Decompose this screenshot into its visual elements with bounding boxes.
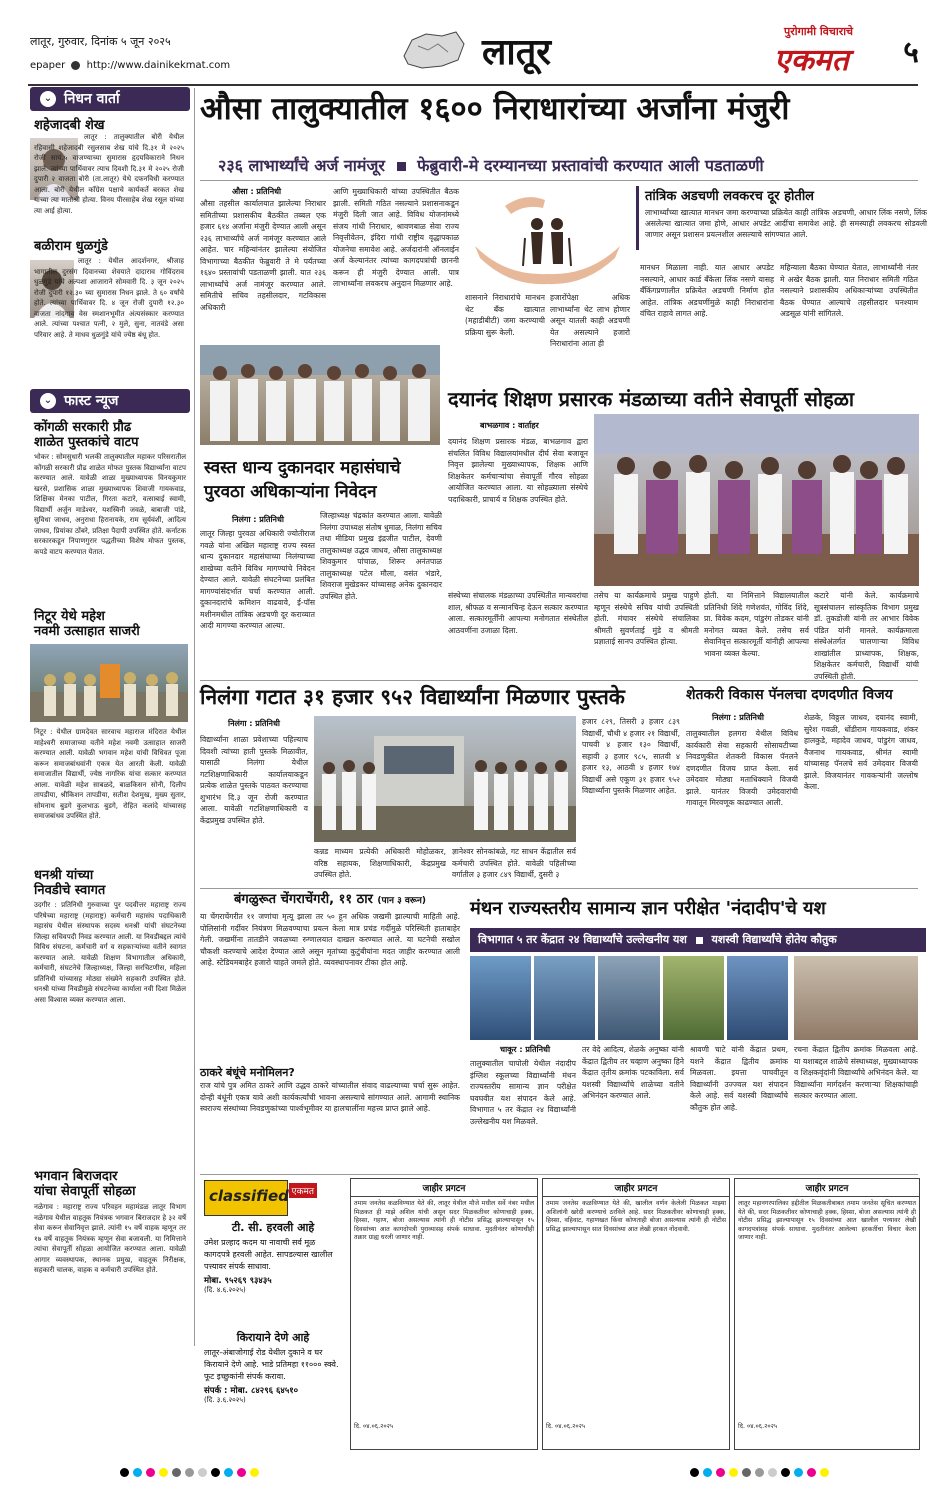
manthan-strip bbox=[470, 928, 926, 952]
shetkari-headline: शेतकरी विकास पॅनलचा दणदणीत विजय bbox=[686, 687, 893, 703]
lead-headline: औसा तालुक्यातील १६०० निराधारांच्या अर्जांना मंजुरी bbox=[200, 91, 790, 127]
student-photo bbox=[534, 956, 595, 1040]
fast2-text: निटूर : येथील ग्रामदेवत सारवाच महाराज मंदिरात येथील माहेश्वरी समाजाच्या वतीने महेश नवमी उत्साहात साजरी करण्यात आली. यावेळी भगवान महेश यांची विधिवत पूजा करून समाजबांधवांनी एकत्र येत आरती केली. यावेळी समाजातील विद्यार्थी, ज्येष्ठ नागरिक यांचा सत्कार करण्यात आला. यावेळी महेश साबळदे, बाळकिसन सोनी, दिलीप तापडीया, श्रीकिशन तापडीया, सतीश देशमुख, मुख्य सुतार, सोमनाथ बुडगे कुलभाऊ बुडगे, रोहित कलांदे यांच्यासह समाजबांधव उपस्थित होते. bbox=[34, 728, 186, 820]
chevron-down-icon: ⌄ bbox=[40, 91, 56, 107]
shetkari-byline: निलंगा : प्रतिनिधी bbox=[712, 713, 764, 722]
dayanand-headline: दयानंद शिक्षण प्रसारक मंडळाच्या वतीने सेवापूर्ती सोहळा bbox=[448, 387, 855, 411]
dhanya-col1: लातूर जिल्हा पुरवठा अधिकारी ज्योतीराज गवळे यांना अखिल महाराष्ट्र राज्य स्वस्त धान्य दुकानदार महासंघाच्या निलंग्याच्या शाखेच्या वतीने विविध मागण्यांचे निवेदन देण्यात आले. यावेळी संघटनेच्या प्रलंबित मागण्यांसंदर्भात चर्चा करण्यात आली. दुकानदारांचे कमिशन वाढवावे, ई-पॉस मशीनमधील तांत्रिक अडचणी दूर कराव्यात आदी मागण्या करण्यात आल्या. bbox=[200, 529, 315, 630]
student-photo bbox=[470, 956, 531, 1040]
fast-news-header-label: फास्ट न्यूज bbox=[64, 393, 119, 409]
brand-block bbox=[770, 24, 888, 76]
notice-3-text: लातूर महानगरपालिका हद्दीतील मिळकतीबाबत तमाम जनतेस सूचित करण्यात येते की, सदर मिळकतीवर कोणाचाही हक्क, हिस्सा, बोजा असल्यास त्यांनी ही नोटीस प्रसिद्ध झाल्यापासून १५ दिवसांच्या आत खालील पत्त्यावर लेखी कागदपत्रांसह संपर्क साधावा. मुदतीनंतर आलेल्या हरकतींचा विचार केला जाणार नाही. bbox=[738, 1200, 916, 1242]
lead-col3: शासनाने निराधारांचे मानधन थेट बँक खात्यात (महाडीबीटी) जमा करण्याची प्रक्रिया सुरू केली. bbox=[465, 293, 545, 337]
print-registration-marks bbox=[690, 1468, 829, 1477]
masthead bbox=[0, 0, 945, 88]
city-title: लातूर bbox=[482, 31, 551, 73]
manthan-col1: तालुक्यातील चापोली येथील नंदादीप इंग्लिश स्कूलच्या विद्यार्थ्यांनी मंथन राज्यस्तरीय सामान्य ज्ञान परीक्षेत घवघवीत यश संपादन केले आहे. विभागात ५ तर केंद्रात २४ विद्यार्थ्यांनी उल्लेखनीय यश मिळवले. bbox=[470, 1059, 576, 1126]
notice-2-date: दि. ०४.०६.२०२५ bbox=[546, 1423, 586, 1430]
classified-logo bbox=[204, 1180, 314, 1216]
date-line: लातूर, गुरुवार, दिनांक ५ जून २०२५ bbox=[30, 35, 171, 48]
public-notice-1 bbox=[350, 1178, 538, 1450]
nilanga-headline: निलंगा गटात ३१ हजार ९५२ विद्यार्थ्यांना मिळणार पुस्तके bbox=[200, 685, 625, 709]
brand-logo: एकमत bbox=[774, 43, 849, 78]
fast3-title-line2: निवडीचे स्वागत bbox=[34, 883, 106, 898]
dhanya-photo bbox=[200, 345, 440, 445]
classified-1-phone: मोबा. ९५२६९ ९३४३५ bbox=[204, 1276, 272, 1286]
bengaluru-box bbox=[200, 890, 460, 1170]
manthan-col2: तर वेदे आदित्य, शेळके अनुष्का यांनी केंद्रात द्वितीय तर चव्हाण अनुष्का हिने केंद्रात तृतीय क्रमांक पटकाविला. सर्व यशस्वी विद्यार्थ्यांचे शाळेच्या वतीने अभिनंदन करण्यात आले. bbox=[582, 1045, 684, 1100]
fast4-text: नळेगाव : महाराष्ट्र राज्य परिवहन महामंडळ लातूर विभाग नळेगाव येथील वाहतूक नियंत्रक भगवान बिराजदार हे ३२ वर्षे सेवा करून सेवानिवृत्त झाले. त्यांनी १५ वर्षे वाहक म्हणून तर १७ वर्षे वाहतूक नियंत्रक म्हणून सेवा बजावली. या निमित्ताने त्यांचा सेवापूर्ती सोहळा आयोजित करण्यात आला. यावेळी आगार व्यवस्थापक, स्थानक प्रमुख, वाहतूक निरीक्षक, सहकारी चालक, वाहक व कर्मचारी उपस्थित होते. bbox=[34, 1203, 186, 1274]
classified-logo-text: classified bbox=[209, 1187, 289, 1205]
student-photo bbox=[727, 956, 788, 1040]
obit1-name: शहेजादबी शेख bbox=[34, 118, 105, 133]
sidebar-divider bbox=[194, 88, 195, 1346]
shetkari-col2: शेळके, विठ्ठल जाधव, दयानंद स्वामी, सुरेश गवळी, धोंडीराम गायकवाड, शंकर हालकुडे, महादेव जाधव, पांडुरंग जाधव, वैजनाथ गायकवाड, श्रीमंत स्वामी यांच्यासह पॅनलचे सर्व उमेदवार विजयी झाले. विजयानंतर गावकऱ्यांनी जल्लोष केला. bbox=[804, 713, 918, 791]
bullet-square-icon bbox=[397, 162, 406, 171]
lead-col1: औसा तहसील कार्यालयात झालेल्या निराधार समितीच्या प्रशासकीय बैठकीत तब्बल एक हजार ६१४ अर्जांना मंजुरी देण्यात आली असून २३६ लाभार्थ्यांचे अर्ज नामंजूर करण्यात आले आहेत. चार महिन्यांनंतर झालेल्या संयोजित विभागाच्या बैठकीत फेब्रुवारी ते मे पर्यंतच्या १६४० प्रस्तावांची पडताळणी झाली. यात २३६ लाभार्थ्यांचे अर्ज नामंजूर करण्यात आले. समितीचे सचिव तहसीलदार, गटविकास अधिकारी bbox=[200, 199, 326, 312]
nilanga-col2: कन्नड माध्यम प्रत्येकी अधिकारी मोहोळकर, वरिष्ठ सहायक, शिक्षणाधिकारी, केंद्रप्रमुख उपस्थित होते. bbox=[314, 847, 446, 879]
fast1-title bbox=[34, 420, 139, 450]
obit2-name: बळीराम धुळगुंडे bbox=[34, 239, 108, 254]
manthan-photos bbox=[470, 956, 788, 1040]
student-photo bbox=[598, 956, 659, 1040]
lead-rule bbox=[200, 180, 918, 181]
classified-1-date: (दि. ४.६.२०२५) bbox=[204, 1286, 246, 1294]
dhanya-headline-line1: स्वस्त धान्य दुकानदार महासंघाचे bbox=[204, 458, 401, 478]
classified-2-phone: संपर्क : मोबा. ८४२९६ ६४५१० bbox=[204, 1386, 299, 1396]
manthan-strip-b: यशस्वी विद्यार्थ्यांचे होतेय कौतुक bbox=[711, 933, 837, 946]
epaper-label: epaper bbox=[30, 60, 66, 71]
lead-col6: महिन्याला बैठका घेण्यात येतात, लाभार्थ्यांनी नंतर मे अखेर बैठक झाली. यात निराधार समिती गठित नसल्याने प्रशासकीय अधिकाऱ्यांच्या उपस्थितीत बैठक घेण्यात आल्याचे तहसीलदार घनश्याम अडसूळ यांनी सांगितले. bbox=[780, 263, 918, 318]
lead-subhead-b: फेब्रुवारी-मे दरम्यानच्या प्रस्तावांची करण्यात आली पडताळणी bbox=[417, 156, 764, 175]
classified-ad-1 bbox=[204, 1220, 342, 1295]
lower-rule bbox=[200, 888, 918, 889]
notice-2-title: जाहीर प्रगटन bbox=[543, 1179, 729, 1197]
dayanand-col3: तसेच या कार्यक्रमाचे प्रमुख पाहुणे म्हणून संस्थेचे सचिव यांची उपस्थिती होती. मंचावर संस्थेचे संचालिका श्रीमती सुवर्णताई मुंडे व श्रीमती प्रज्ञाताई सानप उपस्थित होत्या. bbox=[594, 591, 699, 646]
classified-1-title: टी. सी. हरवली आहे bbox=[231, 1221, 315, 1234]
dayanand-col1: दयानंद शिक्षण प्रसारक मंडळ, बाभळगाव द्वारा संचलित विविध विद्यालयांमधील दीर्घ सेवा बजावून निवृत्त झालेल्या मुख्याध्यापक, शिक्षक आणि शिक्षकेतर कर्मचाऱ्यांचा सेवापूर्ती गौरव सोहळा आयोजित करण्यात आला. या सोहळ्याला संस्थेचे पदाधिकारी, प्राचार्य व शिक्षक उपस्थित होते. bbox=[448, 437, 588, 504]
obituary-header bbox=[30, 87, 190, 111]
manthan-photo-girl bbox=[794, 956, 918, 1040]
bullet-square-icon bbox=[696, 937, 703, 944]
notice-1-date: दि. ०४.०६.२०२५ bbox=[354, 1423, 394, 1430]
fast2-title-line1: निटूर येथे महेश bbox=[34, 609, 105, 624]
bengaluru-text: या चेंगराचेंगरीत ११ जणांचा मृत्यू झाला तर ५० हून अधिक जखमी झाल्याची माहिती आहे. पोलिसांनी गर्दीवर नियंत्रण मिळवण्याचा प्रयत्न केला मात्र प्रचंड गर्दीमुळे परिस्थिती हाताबाहेर गेली. जखमींना तातडीने जवळच्या रुग्णालयात दाखल करण्यात आले. या घटनेची सखोल चौकशी करण्याचे आदेश देण्यात आले असून मृतांच्या कुटुंबीयांना मदत जाहीर करण्यात आली आहे. स्टेडियमबाहेर हजारो चाहते जमले होते. व्यवस्थापनावर टीका होत आहे. bbox=[200, 912, 460, 967]
lead-col2: आणि मुख्याधिकारी यांच्या उपस्थितीत बैठक झाली. समिती गठित नसल्याने प्रशासनाकडून मंजुरी दिली जात आहे. विविध योजनांमध्ये संजय गांधी निराधार, श्रावणबाळ सेवा राज्य निवृत्तीवेतन, इंदिरा गांधी राष्ट्रीय वृद्धापकाळ योजनेचा समावेश आहे. अर्जदारांनी ऑनलाईन अर्ज केल्यानंतर त्यांच्या कागदपत्रांची छाननी करून ही मंजुरी देण्यात आली. पात्र लाभार्थ्यांना लवकरच अनुदान मिळणार आहे. bbox=[333, 187, 459, 288]
masthead-rule bbox=[28, 84, 918, 86]
notice-1-title: जाहीर प्रगटन bbox=[351, 1179, 537, 1197]
dhanya-headline-line2: पुरवठा अधिकाऱ्यांना निवेदन bbox=[204, 482, 377, 502]
page-number: ५ bbox=[903, 35, 919, 70]
dayanand-byline: बाभळगाव : वार्ताहर bbox=[480, 421, 539, 430]
brand-tagline: पुरोगामी विचाराचे bbox=[784, 25, 854, 38]
public-notice-3 bbox=[734, 1178, 920, 1450]
nilanga-col3: ज्ञानेश्वर सोनकांबळे, गट साधन केंद्रातील सर्व कर्मचारी उपस्थित होते. यावेळी पहिलीच्या वर्गातील ३ हजार ८४९ विद्यार्थी, दुसरी ३ bbox=[452, 847, 576, 879]
elderly-hands-illustration bbox=[465, 186, 630, 286]
lead-col5: मानधन मिळाला नाही. यात आधार अपडेट नसल्याने, आधार कार्ड बँकेला लिंक नसणे यासह बँकिंगप्रणालीत प्रक्रियेत अडचणी निर्माण होत आहेत. तांत्रिक अडचणींमुळे काही निराधारांना वंचित राहावे लागत आहे. bbox=[640, 263, 774, 318]
manthan-col3: श्रावणी चाटे यांनी केंद्रात प्रथम, यशने केंद्रात द्वितीय क्रमांक मिळवला. इयत्ता पाचवीतून विद्यार्थ्यांनी उज्ज्वल यश संपादन केले आहे. सर्व यशस्वी विद्यार्थ्यांचे कौतुक होत आहे. bbox=[690, 1045, 788, 1112]
ads-rule bbox=[200, 1174, 918, 1175]
epaper-url[interactable]: http://www.dainikekmat.com bbox=[86, 60, 231, 71]
epaper-line[interactable] bbox=[30, 60, 230, 71]
dhanya-headline bbox=[204, 456, 440, 504]
tech-box-text: लाभार्थ्यांच्या खात्यात मानधन जमा करण्याच्या प्रक्रियेत काही तांत्रिक अडचणी, आधार लिंक नसणे, लिंक असलेल्या खात्यात जमा होणे, आधार अपडेट आदींचा समावेश आहे. ही समस्याही लवकरच सोडवली जाणार असून प्रशासन प्रयत्नशील असल्याचे सांगण्यात आले. bbox=[645, 208, 927, 239]
dayanand-col4: होती. या निमित्ताने विद्यालयातील प्रतिनिधी शिंदे गणेशवंत, गोविंद शिंदे, प्रा. विवेक कदम, पांडुरंग तोडकर यांनी मनोगत व्यक्त केले. तसेच सर्व सेवानिवृत्त सत्कारमूर्ती यांनीही आपल्या भावना व्यक्त केल्या. bbox=[704, 591, 809, 658]
classified-2-text: लातूर-अंबाजोगाई रोड येथील दुकाने व घर किरायाने देणे आहे. भाडे प्रतिमहा ११००० स्क्वे. फूट इच्छुकांनी संपर्क करावा. bbox=[204, 1348, 339, 1381]
classified-1-text: उमेश प्रल्हाद कदम या नावाची सर्व मूळ कागदपत्रे हरवली आहेत. सापडल्यास खालील पत्त्यावर संपर्क साधावा. bbox=[204, 1238, 333, 1271]
fast4-title-line1: भगवान बिराजदार bbox=[34, 1169, 118, 1184]
mid-rule bbox=[200, 680, 918, 681]
thackeray-headline: ठाकरे बंधूंचे मनोमिलन? bbox=[200, 1066, 295, 1079]
classified-logo-badge: एकमत bbox=[289, 1183, 317, 1198]
lead-subhead-a: २३६ लाभार्थ्यांचे अर्ज नामंजूर bbox=[218, 156, 385, 175]
fast4-title bbox=[34, 1169, 135, 1199]
fast4-title-line2: यांचा सेवापूर्ती सोहळा bbox=[34, 1184, 136, 1199]
nilanga-photo bbox=[314, 716, 576, 842]
notice-2-text: तमाम जनतेस कळविण्यात येते की, खालील वर्णन केलेली मिळकत माझ्या अशिलांनी खरेदी करण्याचे ठरविले आहे. सदर मिळकतीवर कोणाचाही हक्क, हिस्सा, वहिवाट, गहाणखत किंवा कोणताही बोजा असल्यास त्यांनी ही नोटीस प्रसिद्ध झाल्यापासून सात दिवसांच्या आत लेखी हरकत नोंदवावी. bbox=[546, 1200, 726, 1233]
nilanga-col4: हजार ८२९, तिसरी ३ हजार ८३९ विद्यार्थी, चौथी ४ हजार २१ विद्यार्थी, पाचवी ४ हजार १३० विद्यार्थी, सहावी ३ हजार ९८५, सातवी ४ हजार १३, आठवी ४ हजार १७४ विद्यार्थी असे एकूण ३१ हजार ९५२ विद्यार्थ्यांना पुस्तके मिळणार आहेत. bbox=[582, 717, 680, 795]
globe-icon bbox=[71, 61, 80, 70]
fast1-text: भोकर : सोमसुधारी भलकी तालुक्यातील महाकर परिसरातील कोंगळी सरकारी प्रौढ शाळेत मोफत पुस्तक विद्यार्थ्यांना वाटप करण्यात आले. यावेळी शाळा मुख्याध्यापक विनयकुमार खरसे, प्रशासिक शाळा मुख्याध्यापक शिवाजी गायकवाड, शिक्षिका मेनका पाटील, गिरता कटारे, वत्साबाई स्वामी, विद्यार्थी अर्जुन माडेश्वर, यशस्विनी जवळे, बाबाजी पांडे, सुविधा जाधव, अनुराधा हिरानायके, राम सूर्यवंशी, आदित्य जाधव, प्रियांका ठोंबरे, प्रतिक्षा पैदापी उपस्थित होते. कर्नाटक सरकारकडून निपाणगुरार पद्धतीच्या विशेष मोफत पुस्तक, कपडे वाटप करण्यात येतात. bbox=[34, 453, 186, 556]
tech-box-title: तांत्रिक अडचणी लवकरच दूर होतील bbox=[645, 189, 814, 204]
nilanga-byline: निलंगा : प्रतिनिधी bbox=[228, 719, 280, 728]
fast2-title-line2: नवमी उत्साहात साजरी bbox=[34, 624, 140, 639]
bengaluru-headline bbox=[200, 890, 460, 911]
nilanga-col1: विद्यार्थ्यांना शाळा प्रवेशाच्या पहिल्याच दिवशी त्यांच्या हाती पुस्तके मिळावीत, यासाठी निलंगा येथील गटशिक्षणाधिकारी कार्यालयाकडून प्रत्येक शाळेत पुस्तके पाठवत करण्याचा शुभारंभ दि.३ जून रोजी करण्यात आला. यावेळी गटशिक्षणाधिकारी व केंद्रप्रमुख उपस्थित होते. bbox=[200, 735, 308, 825]
bengaluru-headline-suffix: (पान ३ वरून) bbox=[377, 896, 427, 906]
dayanand-col5: कटारे यांनी केले. कार्यक्रमाचे सूत्रसंचालन सांस्कृतिक विभाग प्रमुख डॉ. तुकडोजी यांनी तर आभार विवेक पंडित यांनी मानले. कार्यक्रमाला संस्थेअंतर्गत चालणाऱ्या विविध शाखांतील प्राध्यापक, शिक्षक, शिक्षकेतर कर्मचारी, विद्यार्थी यांची उपस्थिती होती. bbox=[814, 591, 919, 681]
dayanand-photo bbox=[594, 414, 919, 586]
dayanand-col2: संस्थेच्या संचालक मंडळाच्या उपस्थितीत मान्यवरांचा शाल, श्रीफळ व सन्मानचिन्ह देऊन सत्कार करण्यात आला. सत्कारमूर्तींनी आपल्या मनोगतात संस्थेतील आठवणींना उजाळा दिला. bbox=[448, 591, 588, 635]
obit2-text: लातूर : येथील आदर्शनगर, श्रीजाह भागातील दुरसंग दिवानच्या शेवयाते दादाराव गोविंदराव धुळगुंडे यांचे अल्पशा आजाराने सोमवारी दि. ३ जून २०२५ रोजी दुपारी १२.३० च्या सुमारास निधन झाले. ते ६० वर्षांचे होते. त्यांच्या पार्थिवावर दि. ४ जून रोजी दुपारी १२.३० वाजता नांदगाव वेस स्मशानभूमीत अंत्यसंस्कार करण्यात आले. त्यांच्या पश्चात पत्नी, २ मुले, सुना, नातवंडे असा परिवार आहे. ते माधव धुळगुंडे यांचे ज्येष्ठ बंधू होत. bbox=[34, 257, 184, 339]
lead-subhead bbox=[218, 154, 918, 176]
manthan-strip-a: विभागात ५ तर केंद्रात २४ विद्यार्थ्यांचे उल्लेखनीय यश bbox=[478, 933, 687, 946]
lead-col4: हजारोंपेक्षा अधिक लाभार्थ्यांना थेट लाभ होणार असून यातली काही अडचणी येत असल्याने हजारो निराधारांना आता ही bbox=[550, 293, 630, 348]
obit1-text: लातूर : तालुक्यातील बोरी येथील रहिवासी शहेजादबी रसुलसाब शेख यांचे दि.३१ मे २०२५ रोजी सायं.५ वाजण्याच्या सुमारास हृदयविकाराने निधन झाले. त्यांच्या पार्थिवावर त्याच दिवशी दि.३१ मे २०२५ रोजी दुपारी २ वाजता बोरी (ता.लातूर) येथे दफनविधी करण्यात आला. बोरी येथील कॉंग्रेस पक्षाचे कार्यकर्ते बरकत शेख यांच्या त्या मातोश्री होत्या. विनय पीरसाहेब शेख रसूल यांच्या त्या आई होत्या. bbox=[34, 133, 184, 215]
fast3-title bbox=[34, 868, 105, 898]
city-map-icon bbox=[398, 26, 468, 72]
notice-3-date: दि. ०४.०६.२०२५ bbox=[738, 1423, 778, 1430]
manthan-col4: रचना केंद्रात द्वितीय क्रमांक मिळवला आहे. या यशाबद्दल शाळेचे संस्थाध्यक्ष, मुख्याध्यापक व शिक्षकवृंदांनी विद्यार्थ्यांचे अभिनंदन केले. या विद्यार्थ्यांना मार्गदर्शन करणाऱ्या शिक्षकांचाही सत्कार करण्यात आला. bbox=[794, 1045, 918, 1100]
fast2-photo bbox=[30, 644, 188, 722]
classified-2-date: (दि. ३.६.२०२५) bbox=[204, 1396, 246, 1404]
manthan-byline: चाकूर : प्रतिनिधी bbox=[500, 1045, 551, 1054]
classified-2-title: किरायाने देणे आहे bbox=[236, 1331, 310, 1344]
student-photo bbox=[663, 956, 724, 1040]
fast3-text: उदगीर : प्रतिनिधी गुरुवाच्या पुर पदवीत्तर महाराष्ट्र राज्य परिषेच्या महाराष्ट्र (महाराष्ट्र) कर्मचारी महासंघ पदाधिकारी महासंघ येथील संस्थापक सदस्य धनश्री यांची संघटनेच्या जिल्हा सचिवपदी निवड करण्यात आली. या निवडीबद्दल त्यांचे विविध संघटना, कर्मचारी वर्ग व सहकाऱ्यांच्या वतीने स्वागत करण्यात आले. यावेळी शिक्षण विभागातील अधिकारी, कर्मचारी, संघटनेचे जिल्हाध्यक्ष, जिल्हा सरचिटणीस, महिला प्रतिनिधी यांच्यासह मोठ्या संख्येने सहकारी उपस्थित होते. धनश्री यांच्या निवडीमुळे संघटनेच्या कार्याला नवी दिशा मिळेल असा विश्वास व्यक्त करण्यात आला. bbox=[34, 901, 187, 1004]
tech-box bbox=[636, 186, 927, 250]
fast2-title bbox=[34, 609, 140, 639]
notice-1-text: तमाम जनतेस कळविण्यात येते की, लातूर येथील मौजे मधील सर्वे नंबर मधील मिळकत ही माझे अशिल यांची असून सदर मिळकतीवर कोणाचाही हक्क, हिस्सा, गहाण, बोजा असल्यास त्यांनी ही नोटीस प्रसिद्ध झाल्यापासून १५ दिवसांच्या आत कागदोपत्री पुराव्यासह संपर्क साधावा. मुदतीनंतर कोणाचीही तक्रार ग्राह्य धरली जाणार नाही. bbox=[354, 1200, 534, 1242]
fast1-title-line1: कोंगळी सरकारी प्रौढ bbox=[34, 420, 132, 435]
fast-news-header bbox=[30, 389, 190, 413]
shetkari-col1: तालुक्यातील हलगरा येथील विविध कार्यकारी सेवा सहकारी सोसायटीच्या निवडणुकीत शेतकरी विकास पॅनलने दणदणीत विजय प्राप्त केला. सर्व उमेदवार मोठ्या मताधिक्याने विजयी झाले. यानंतर विजयी उमेदवारांची गावातून मिरवणूक काढण्यात आली. bbox=[686, 729, 798, 807]
fast1-title-line2: शाळेत पुस्तकांचे वाटप bbox=[34, 435, 139, 450]
lead-byline: औसा : प्रतिनिधी bbox=[232, 187, 282, 196]
classified-ad-2 bbox=[204, 1330, 342, 1405]
print-registration-marks bbox=[120, 1468, 259, 1477]
thackeray-text: राज यांचे पुत्र अमित ठाकरे आणि उद्धव ठाकरे यांच्यातील संवाद वाढल्याच्या चर्चा सुरू आहेत. दोन्ही बंधूंनी एकत्र यावे अशी कार्यकर्त्यांची भावना असल्याचे सांगण्यात आले. आगामी स्थानिक स्वराज्य संस्थांच्या निवडणुकांच्या पार्श्वभूमीवर या हालचालींना महत्त्व प्राप्त झाले आहे. bbox=[200, 1081, 460, 1113]
fast3-title-line1: धनश्री यांच्या bbox=[34, 868, 94, 883]
dhanya-col2: जिल्हाध्यक्ष चंद्रकांत करण्यात आला. यावेळी निलंगा उपाध्यक्ष संतोष धुमाळ, निलंगा सचिव तथा मीडिया प्रमुख इंद्रजीत पाटील, देवणी तालुकाध्यक्ष उद्धव जाधव, औसा तालुकाध्यक्ष शिवकुमार पांचाळ, शिरूर अनंतपाळ तालुकाध्यक्ष पटेल मौला, वसंत भंडारे, शिवराज मुखेडकर यांच्यासह अनेक दुकानदार उपस्थित होते. bbox=[320, 511, 442, 601]
chevron-down-icon: ⌄ bbox=[40, 393, 56, 409]
manthan-headline: मंथन राज्यस्तरीय सामान्य ज्ञान परीक्षेत 'नंदादीप'चे यश bbox=[470, 898, 826, 919]
obituary-header-label: निधन वार्ता bbox=[64, 91, 120, 107]
notice-3-title: जाहीर प्रगटन bbox=[735, 1179, 919, 1197]
public-notice-2 bbox=[542, 1178, 730, 1450]
dhanya-byline: निलंगा : प्रतिनिधी bbox=[232, 515, 284, 524]
bengaluru-headline-main: बंगळुरूत चेंगराचेंगरी, ११ ठार bbox=[233, 892, 373, 907]
